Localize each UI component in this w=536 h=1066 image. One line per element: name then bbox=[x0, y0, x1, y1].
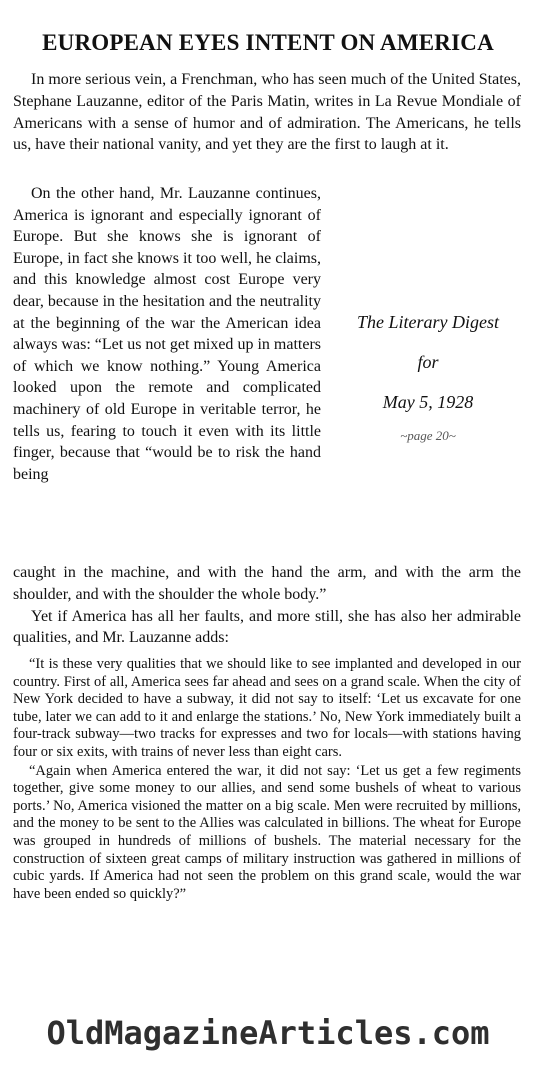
site-watermark: OldMagazineArticles.com bbox=[46, 1014, 490, 1052]
quote-paragraph-1: “It is these very qualities that we should like to see implanted and developed in our country. First of all, America sees far ahead and sees on a grand scale. When the city of New York decided to have a subway, it did not say to itself: ‘Let us excavate for one tube, later we can add to it and enlarge the stations.’ No, New York immediately built a four-track subway—two tracks for expresses and two for locals—with stations having four or six exits, with trains of never less than eight cars. bbox=[13, 656, 521, 760]
quote-paragraph-2: “Again when America entered the war, it did not say: ‘Let us get a few regiments together, give some money to our allies, and send some bushels of wheat to various ports.’ No, America visioned the matter on a big scale. Men were recruited by millions, and the money to be sent to the Allies was calculated in billions. The wheat for Europe was grouped in hundreds of millions of bushels. The material necessary for the construction of sixteen great camps of military instruction was gathered in millions of cubic yards. If America had not seen the problem on this grand scale, would the war have been ended so quickly?” bbox=[13, 762, 521, 902]
intro-paragraph: In more serious vein, a Frenchman, who has seen much of the United States, Stephane Lauzanne, editor of the Paris Matin, writes in La Revue Mondiale of Americans with a sense of humor and of admiration. The Americans, he tells us, have their national vanity, and yet they are the first to laugh at it. bbox=[13, 71, 521, 154]
continuation-block bbox=[13, 562, 521, 649]
publication-date: May 5, 1928 bbox=[382, 392, 474, 412]
source-citation bbox=[330, 302, 526, 444]
block-quote bbox=[13, 656, 521, 904]
paragraph-3: Yet if America has all her faults, and more still, she has also her admirable qualities, and Mr. Lauzanne adds: bbox=[13, 607, 521, 647]
column-paragraph: On the other hand, Mr. Lauzanne continues, America is ignorant and especially ignorant of Europe. But she knows she is ignorant of Europe, in fact she knows it too well, he claims, and this knowledge almost cost Europe very dear, because in the hesitation and the neutrality at the beginning of the war the American idea always was: “Let us not get mixed up in matters of which we know nothing.” Young America looked upon the remote and complicated machinery of old Europe in veritable terror, he tells us, fearing to touch it even with its little finger, because that “would be to risk the hand being bbox=[13, 185, 321, 483]
column-continuation: caught in the machine, and with the hand the arm, and with the arm the shoulder, and with the shoulder the whole body.” bbox=[13, 564, 521, 603]
publication-for: for bbox=[417, 352, 439, 372]
page-number: ~page 20~ bbox=[400, 428, 456, 443]
publication-name: The Literary Digest bbox=[357, 312, 499, 332]
article-headline: EUROPEAN EYES INTENT ON AMERICA bbox=[42, 30, 494, 55]
